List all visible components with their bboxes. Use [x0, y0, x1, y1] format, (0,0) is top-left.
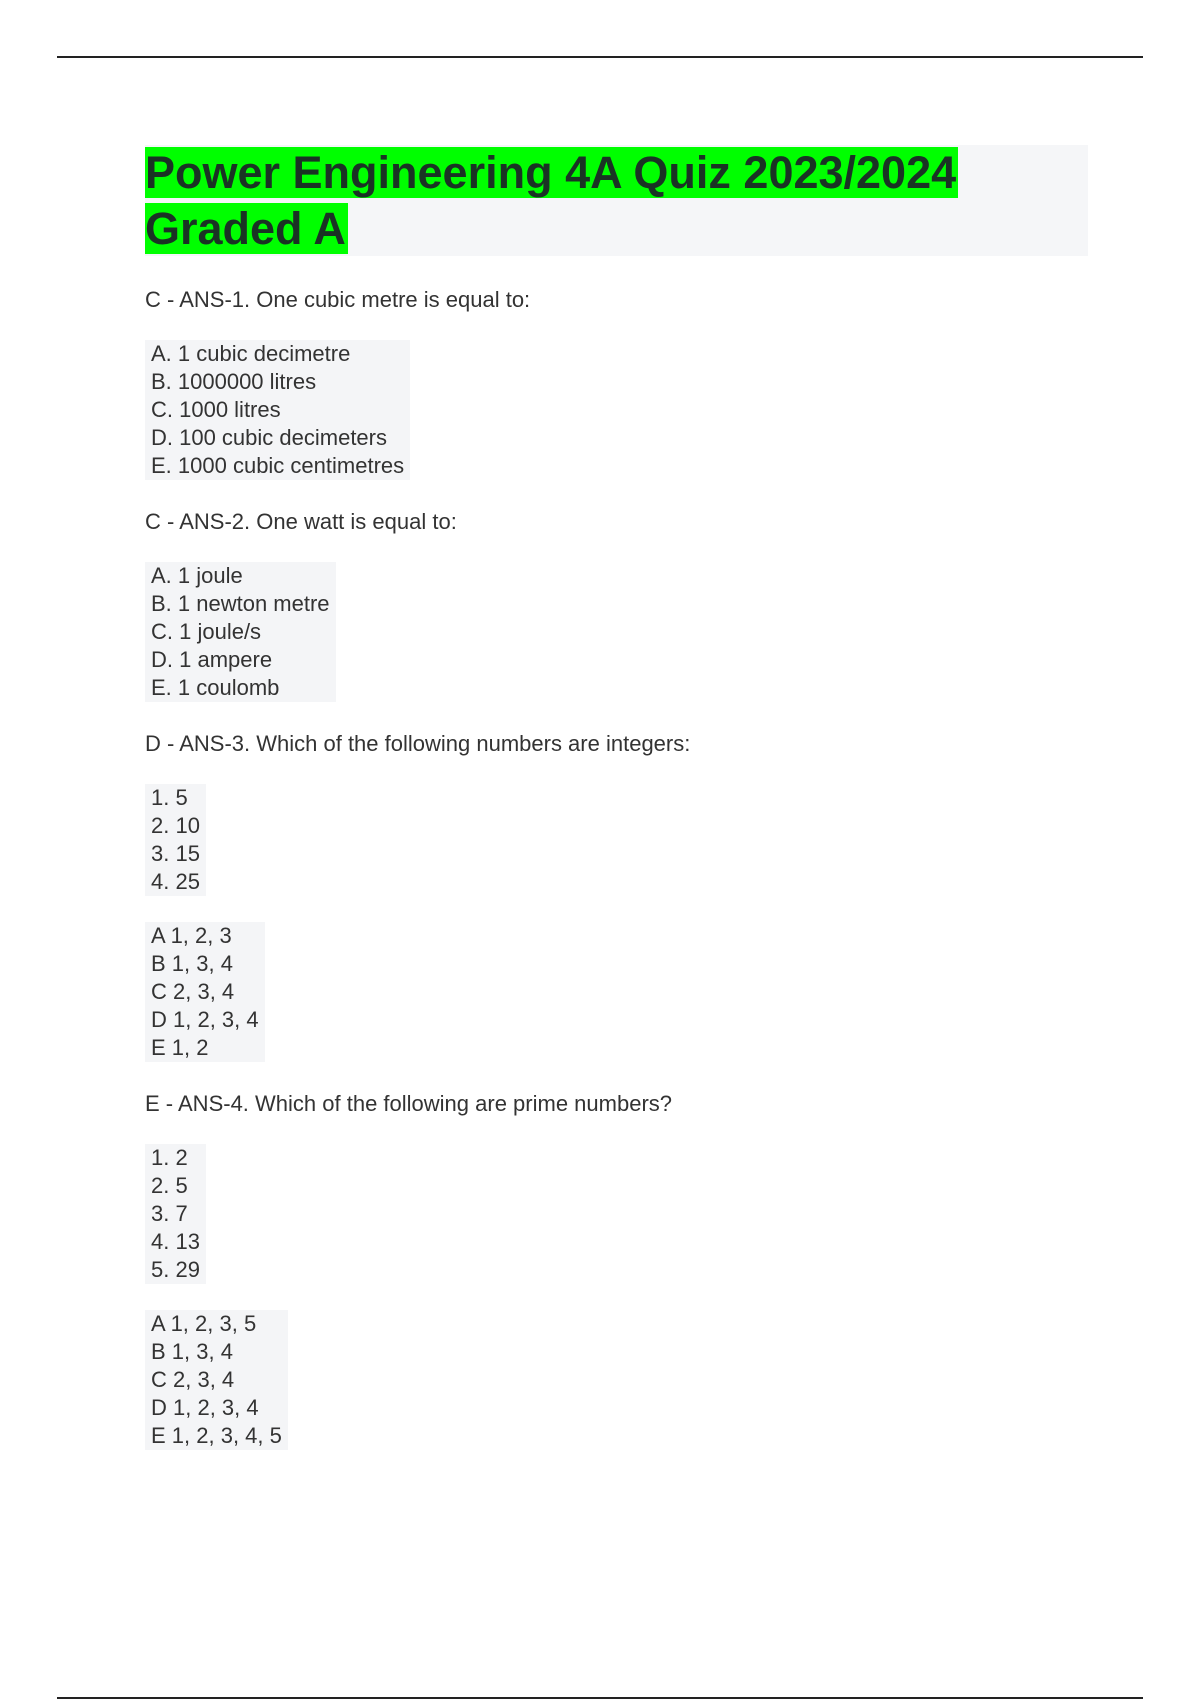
question-4-items: [145, 1144, 206, 1284]
list-item: 4. 13: [151, 1229, 200, 1254]
option: A 1, 2, 3, 5: [151, 1311, 257, 1336]
option: A 1, 2, 3: [151, 923, 232, 948]
question-3-prompt: D - ANS-3. Which of the following numbers are integers:: [145, 731, 691, 756]
question-2-options: [145, 562, 336, 702]
option: B 1, 3, 4: [151, 1339, 233, 1364]
option: D 1, 2, 3, 4: [151, 1395, 259, 1420]
option: E. 1 coulomb: [151, 675, 280, 700]
list-item: 1. 5: [151, 785, 188, 810]
option: C. 1 joule/s: [151, 619, 262, 644]
list-item: 1. 2: [151, 1145, 188, 1170]
question-3-items: [145, 784, 206, 896]
option: A. 1 cubic decimetre: [151, 341, 351, 366]
list-item: 2. 10: [151, 813, 200, 838]
document-body: [145, 145, 1088, 1450]
list-item: 3. 7: [151, 1201, 188, 1226]
option: E. 1000 cubic centimetres: [151, 453, 405, 478]
question-4-options: [145, 1310, 288, 1450]
question-4-prompt: E - ANS-4. Which of the following are prime numbers?: [145, 1091, 673, 1116]
option: B. 1 newton metre: [151, 591, 330, 616]
list-item: 2. 5: [151, 1173, 188, 1198]
question-1-options: [145, 340, 410, 480]
option: B. 1000000 litres: [151, 369, 317, 394]
option: D. 100 cubic decimeters: [151, 425, 387, 450]
page-title: [145, 147, 958, 254]
question-1-prompt: C - ANS-1. One cubic metre is equal to:: [145, 287, 531, 312]
option: C 2, 3, 4: [151, 1367, 235, 1392]
list-item: 5. 29: [151, 1257, 200, 1282]
title-block: [145, 145, 1088, 256]
top-rule: [57, 56, 1143, 58]
option: C. 1000 litres: [151, 397, 281, 422]
list-item: 3. 15: [151, 841, 200, 866]
option: A. 1 joule: [151, 563, 243, 588]
option: B 1, 3, 4: [151, 951, 233, 976]
option: C 2, 3, 4: [151, 979, 235, 1004]
title-line-2: Graded A: [145, 203, 346, 254]
option: D 1, 2, 3, 4: [151, 1007, 259, 1032]
title-line-1: Power Engineering 4A Quiz 2023/2024: [145, 147, 957, 198]
question-2-prompt: C - ANS-2. One watt is equal to:: [145, 509, 457, 534]
list-item: 4. 25: [151, 869, 200, 894]
question-3-options: [145, 922, 265, 1062]
option: D. 1 ampere: [151, 647, 273, 672]
bottom-rule: [57, 1697, 1143, 1699]
option: E 1, 2, 3, 4, 5: [151, 1423, 282, 1448]
option: E 1, 2: [151, 1035, 209, 1060]
